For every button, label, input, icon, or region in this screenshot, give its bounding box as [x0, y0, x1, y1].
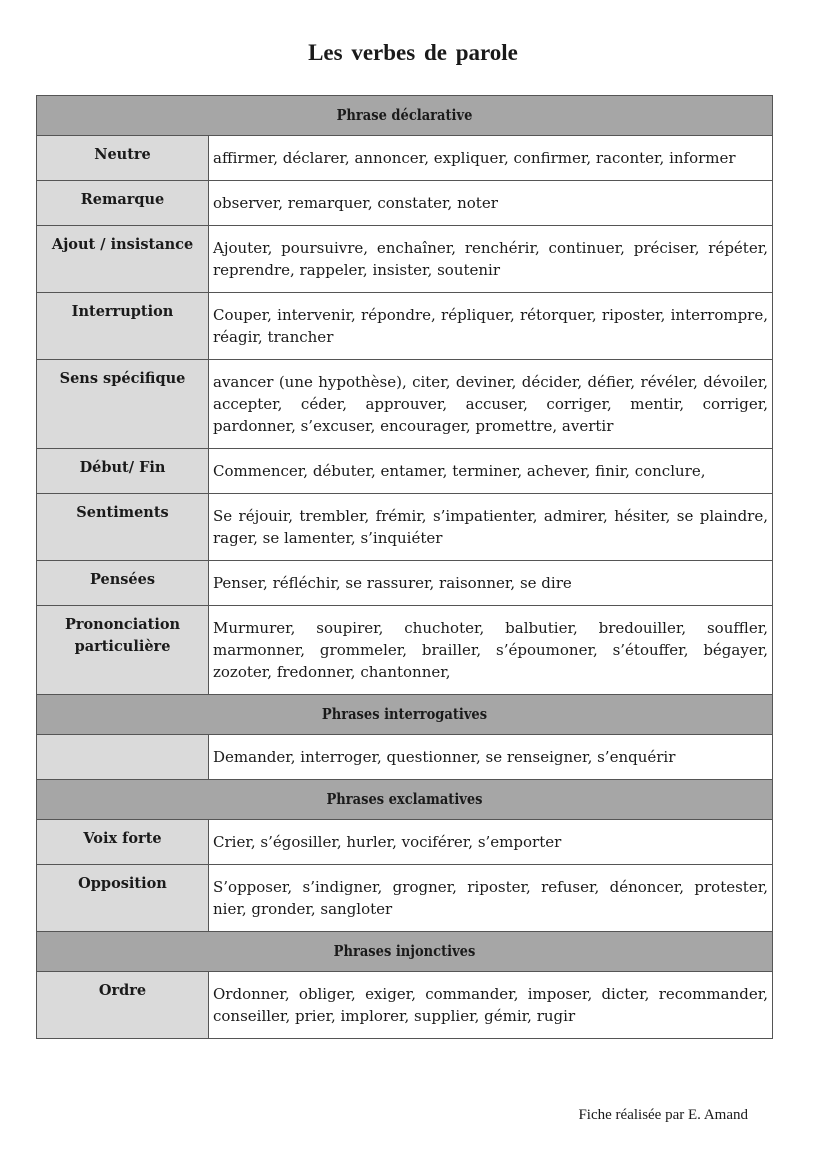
table-row	[37, 360, 773, 449]
category-cell: Remarque	[37, 181, 209, 226]
category-cell: Sentiments	[37, 494, 209, 561]
section-heading: Phrases injonctives	[37, 932, 773, 972]
category-cell: Pensées	[37, 561, 209, 606]
table-row	[37, 181, 773, 226]
table-row	[37, 136, 773, 181]
category-cell: Interruption	[37, 293, 209, 360]
category-cell: Neutre	[37, 136, 209, 181]
section-header-row	[37, 96, 773, 136]
section-header-row	[37, 780, 773, 820]
section-header-row	[37, 932, 773, 972]
table-row	[37, 606, 773, 695]
verbs-cell: Couper, intervenir, répondre, répliquer, rétorquer, riposter, interrompre, réagir, trancher	[209, 293, 773, 360]
table-row	[37, 293, 773, 360]
table-row	[37, 494, 773, 561]
verbs-cell: avancer (une hypothèse), citer, deviner, décider, défier, révéler, dévoiler, accepter, céder, approuver, accuser, corriger, mentir, corriger, pardonner, s’excuser, encourager, promettre, avertir	[209, 360, 773, 449]
category-cell: Opposition	[37, 865, 209, 932]
table-row	[37, 972, 773, 1039]
verbs-cell: Se réjouir, trembler, frémir, s’impatienter, admirer, hésiter, se plaindre, rager, se lamenter, s’inquiéter	[209, 494, 773, 561]
category-cell: Sens spécifique	[37, 360, 209, 449]
verbs-cell: S’opposer, s’indigner, grogner, riposter, refuser, dénoncer, protester, nier, gronder, sangloter	[209, 865, 773, 932]
verbs-cell: Ajouter, poursuivre, enchaîner, renchérir, continuer, préciser, répéter, reprendre, rappeler, insister, soutenir	[209, 226, 773, 293]
section-heading: Phrases interrogatives	[37, 695, 773, 735]
table-row	[37, 735, 773, 780]
verbs-cell: Crier, s’égosiller, hurler, vociférer, s’emporter	[209, 820, 773, 865]
verbs-table	[36, 95, 773, 1039]
table-row	[37, 820, 773, 865]
verbs-cell: affirmer, déclarer, annoncer, expliquer, confirmer, raconter, informer	[209, 136, 773, 181]
category-cell: Prononciation particulière	[37, 606, 209, 695]
footer-credit: Fiche réalisée par E. Amand	[578, 1107, 748, 1123]
verbs-cell: Commencer, débuter, entamer, terminer, achever, finir, conclure,	[209, 449, 773, 494]
verbs-cell: Penser, réfléchir, se rassurer, raisonner, se dire	[209, 561, 773, 606]
category-cell: Voix forte	[37, 820, 209, 865]
verbs-cell: observer, remarquer, constater, noter	[209, 181, 773, 226]
table-row	[37, 449, 773, 494]
page-title: Les verbes de parole	[308, 40, 518, 65]
table-row	[37, 226, 773, 293]
section-heading: Phrase déclarative	[37, 96, 773, 136]
category-cell: Début/ Fin	[37, 449, 209, 494]
verbs-cell: Ordonner, obliger, exiger, commander, imposer, dicter, recommander, conseiller, prier, implorer, supplier, gémir, rugir	[209, 972, 773, 1039]
section-heading: Phrases exclamatives	[37, 780, 773, 820]
table-row	[37, 865, 773, 932]
category-cell	[37, 735, 209, 780]
section-header-row	[37, 695, 773, 735]
verbs-cell: Murmurer, soupirer, chuchoter, balbutier, bredouiller, souffler, marmonner, grommeler, brailler, s’époumoner, s’étouffer, bégayer, zozoter, fredonner, chantonner,	[209, 606, 773, 695]
category-cell: Ajout / insistance	[37, 226, 209, 293]
category-cell: Ordre	[37, 972, 209, 1039]
table-row	[37, 561, 773, 606]
verbs-cell: Demander, interroger, questionner, se renseigner, s’enquérir	[209, 735, 773, 780]
